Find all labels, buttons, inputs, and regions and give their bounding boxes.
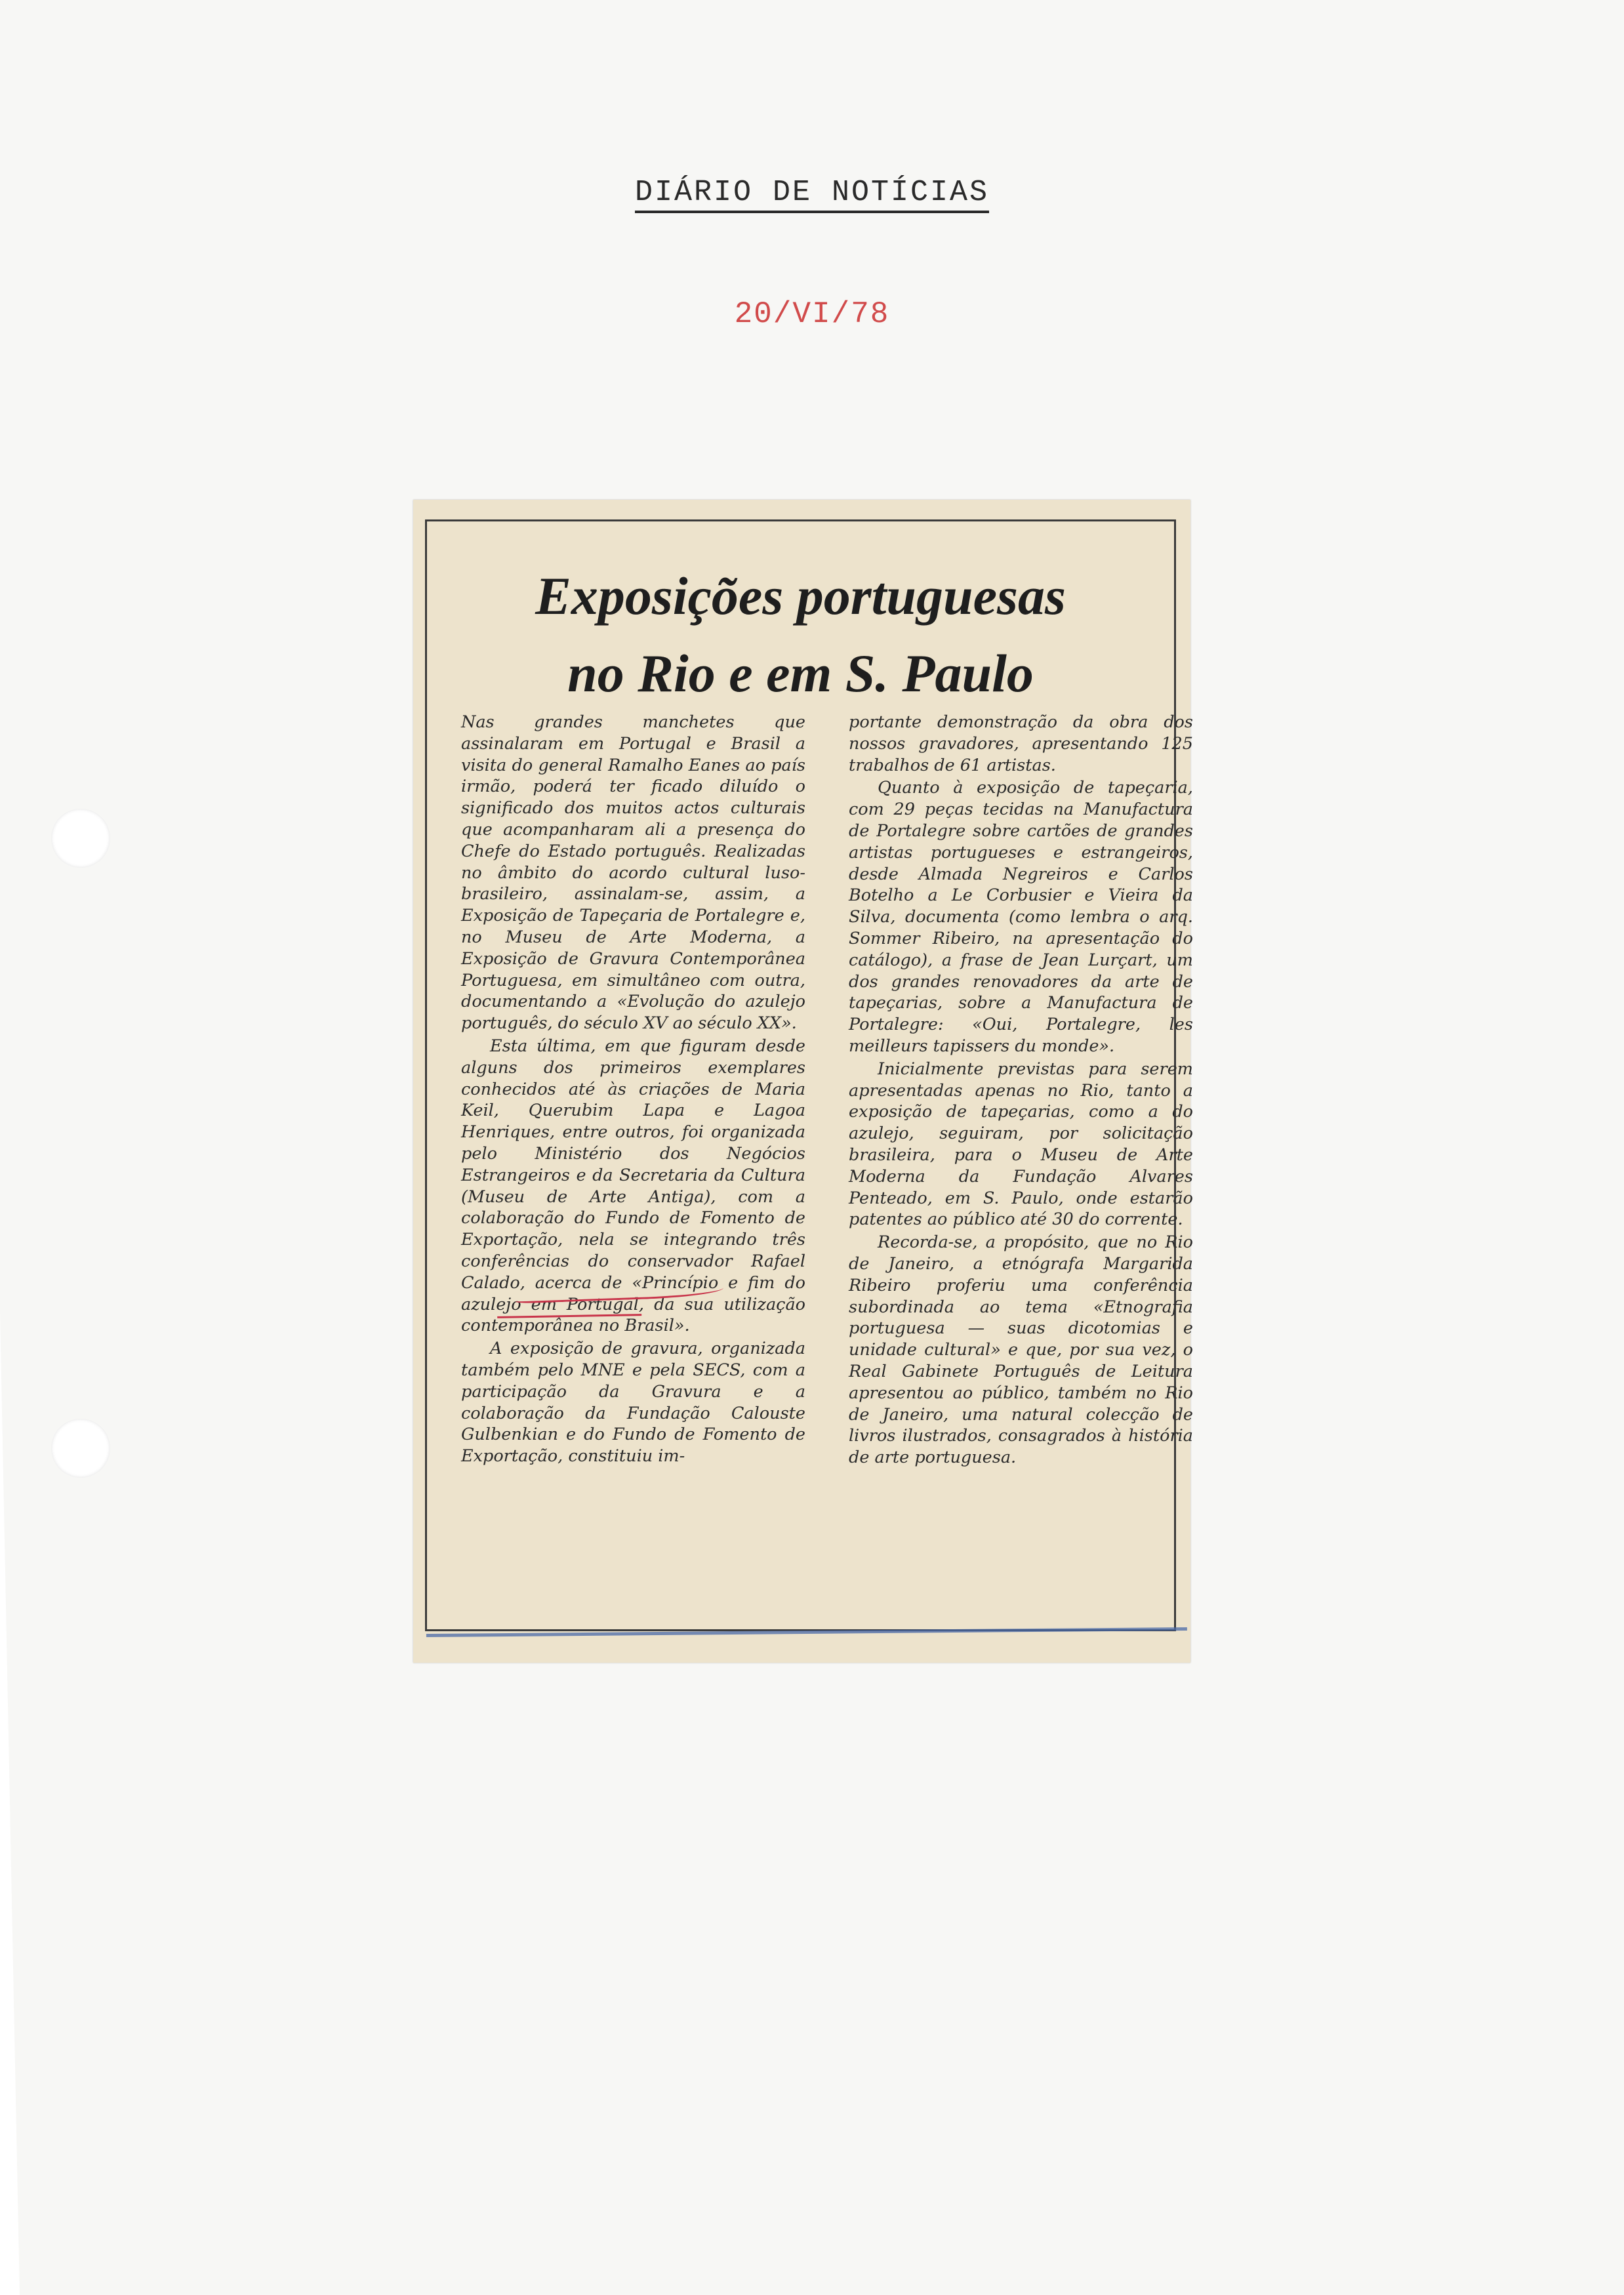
article-headline xyxy=(427,558,1174,712)
headline-line-2: no Rio e em S. Paulo xyxy=(567,643,1034,703)
paragraph: portante demonstração da obra dos nossos gravadores, apresentando 125 trabalhos de 61 artistas. xyxy=(849,712,1193,775)
clipping-frame xyxy=(425,519,1193,1631)
paragraph: Nas grandes manchetes que assinalaram em Portugal e Brasil a visita do general Ramalho Eanes ao país irmão, poderá ter ficado diluído o significado dos muitos actos culturais que acompanharam ali a presença do Chefe do Estado português. Realizadas no âmbito do acordo cultural luso-brasileiro, assinalam-se, assim, a Exposição de Tapeçaria de Portalegre e, no Museu de Arte Moderna, a Exposição de Gravura Contemporânea Portuguesa, em simultâneo com outra, documentando a «Evolução do azulejo português, do século XV ao século XX». xyxy=(461,712,805,1034)
punch-hole-top xyxy=(51,809,110,868)
newspaper-clipping xyxy=(413,500,1193,1663)
article-column-left xyxy=(461,712,805,1467)
paragraph: A exposição de gravura, organizada também pelo MNE e pela SECS, com a participação da Gravura e a colaboração da Fundação Calouste Gulbenkian e do Fundo de Fomento de Exportação, constituiu im- xyxy=(461,1339,805,1467)
newspaper-title xyxy=(0,176,1624,209)
newspaper-title-text: DIÁRIO DE NOTÍCIAS xyxy=(635,176,989,213)
punch-hole-bottom xyxy=(51,1419,110,1478)
red-pen-underline-2 xyxy=(497,1301,641,1318)
paragraph: Recorda-se, a propósito, que no Rio de Janeiro, a etnógrafa Margarida Ribeiro proferiu uma conferência subordinada ao tema «Etnografia portuguesa — suas dicotomias e unidade cultural» e que, por sua vez, o Real Gabinete Português de Leitura apresentou ao público, também no Rio de Janeiro, uma natural colecção de livros ilustrados, consagrados à história de arte portuguesa. xyxy=(849,1232,1193,1468)
clipping-date: 20/VI/78 xyxy=(734,297,890,331)
paragraph: Inicialmente previstas para serem apresentadas apenas no Rio, tanto a exposição de tapeçarias, como a do azulejo, seguiram, por solicitação brasileira, para o Museu de Arte Moderna da Fundação Alvares Penteado, em S. Paulo, onde estarão patentes ao público até 30 do corrente. xyxy=(849,1059,1193,1230)
paragraph: Quanto à exposição de tapeçaria, com 29 peças tecidas na Manufactura de Portalegre sobre cartões de grandes artistas portugueses e estrangeiros, desde Almada Negreiros e Carlos Botelho a Le Corbusier e Vieira da Silva, documenta (como lembra o arq. Sommer Ribeiro, na apresentação do catálogo), a frase de Jean Lurçart, um dos grandes renovadores da arte de tapeçarias, sobre a Manufactura de Portalegre: «Oui, Portalegre, les meilleurs tapissers du monde». xyxy=(849,778,1193,1056)
paragraph: Esta última, em que figuram desde alguns dos primeiros exemplares conhecidos até às criações de Maria Keil, Querubim Lapa e Lagoa Henriques, entre outros, foi organizada pelo Ministério dos Negócios Estrangeiros e da Secretaria da Cultura (Museu de Arte Antiga), com a colaboração do Fundo de Fomento de Exportação, nela se integrando três conferências do conservador Rafael Calado, acerca de «Princípio e fim do azulejo em Portugal, da sua utilização contemporânea no Brasil». xyxy=(461,1036,805,1336)
article-column-right xyxy=(849,712,1193,1469)
headline-line-1: Exposições portuguesas xyxy=(535,566,1066,626)
